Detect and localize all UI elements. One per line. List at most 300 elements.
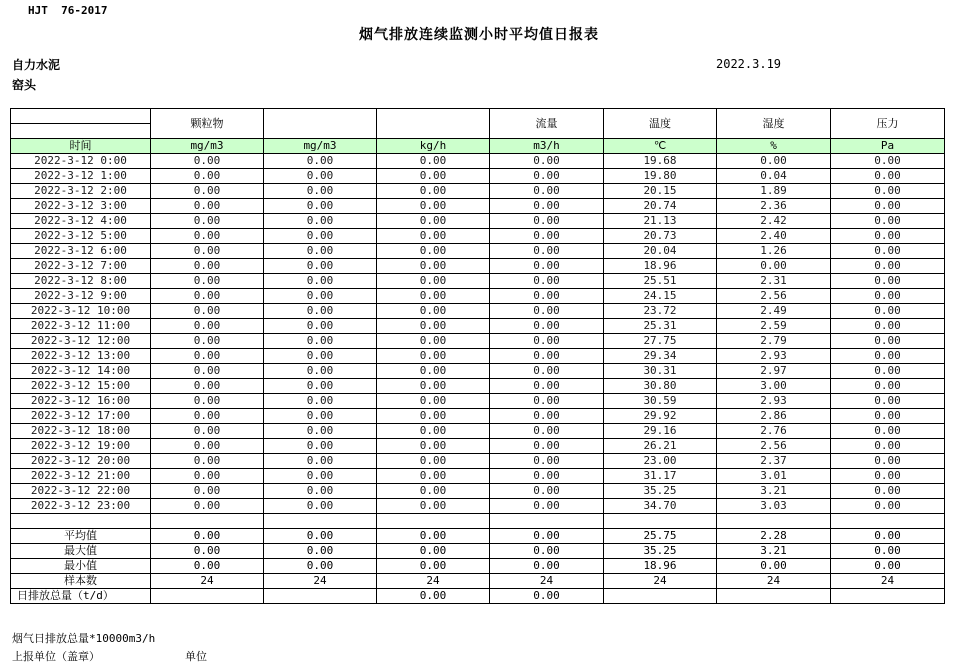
value-cell: 0.00 [151,349,264,364]
value-cell: 20.73 [604,229,717,244]
value-cell: 0.00 [490,199,604,214]
value-cell: 0.00 [151,199,264,214]
time-cell: 2022-3-12 2:00 [11,184,151,199]
value-cell: 2.36 [717,199,831,214]
value-cell: 0.00 [490,484,604,499]
table-row [11,469,945,484]
value-cell: 0.00 [151,379,264,394]
table-row [11,229,945,244]
value-cell: 0.00 [264,349,377,364]
table-row [11,379,945,394]
summary-label: 日排放总量（t/d） [11,589,151,604]
value-cell: 0.00 [831,289,945,304]
summary-value-cell: 0.00 [717,559,831,574]
value-cell: 30.80 [604,379,717,394]
summary-value-cell: 0.00 [377,559,490,574]
value-cell: 0.00 [377,274,490,289]
value-cell: 0.00 [377,289,490,304]
group-header-cell: 压力 [831,109,945,139]
value-cell: 0.00 [264,274,377,289]
value-cell: 2.76 [717,424,831,439]
value-cell: 0.00 [264,304,377,319]
value-cell: 0.00 [151,154,264,169]
summary-value-cell: 18.96 [604,559,717,574]
summary-value-cell [831,589,945,604]
value-cell: 0.00 [151,304,264,319]
value-cell: 0.00 [264,289,377,304]
value-cell: 0.00 [377,484,490,499]
value-cell: 31.17 [604,469,717,484]
value-cell: 0.00 [831,454,945,469]
value-cell: 0.00 [264,409,377,424]
value-cell: 0.00 [151,229,264,244]
table-body [11,154,945,604]
value-cell: 0.00 [831,439,945,454]
value-cell: 0.00 [151,439,264,454]
summary-value-cell: 0.00 [264,559,377,574]
value-cell: 20.74 [604,199,717,214]
summary-value-cell: 0.00 [831,544,945,559]
summary-value-cell: 0.00 [377,544,490,559]
group-header-row [11,109,945,139]
summary-value-cell: 24 [490,574,604,589]
group-header-cell: 湿度 [717,109,831,139]
unit-header-cell: m3/h [490,139,604,154]
summary-value-cell: 0.00 [831,559,945,574]
page-title: 烟气排放连续监测小时平均值日报表 [359,27,599,43]
value-cell: 0.00 [264,394,377,409]
table-row [11,364,945,379]
time-cell: 2022-3-12 8:00 [11,274,151,289]
value-cell: 0.00 [831,499,945,514]
value-cell: 0.00 [831,409,945,424]
value-cell: 0.00 [831,214,945,229]
value-cell: 0.00 [377,364,490,379]
value-cell: 0.00 [831,349,945,364]
summary-value-cell: 0.00 [264,544,377,559]
time-cell: 2022-3-12 21:00 [11,469,151,484]
value-cell: 19.80 [604,169,717,184]
summary-row [11,529,945,544]
value-cell: 3.01 [717,469,831,484]
table-row [11,484,945,499]
group-header-cell: 颗粒物 [151,109,264,139]
value-cell: 0.00 [377,469,490,484]
value-cell: 0.00 [490,259,604,274]
value-cell: 0.00 [377,319,490,334]
value-cell: 0.00 [490,439,604,454]
value-cell: 2.49 [717,304,831,319]
summary-label: 最大值 [11,544,151,559]
value-cell: 0.00 [264,214,377,229]
value-cell: 0.00 [151,289,264,304]
value-cell: 0.00 [264,424,377,439]
value-cell: 0.00 [831,259,945,274]
value-cell: 0.00 [151,184,264,199]
value-cell: 3.21 [717,484,831,499]
unit-header-cell: mg/m3 [264,139,377,154]
value-cell: 24.15 [604,289,717,304]
value-cell: 0.00 [264,439,377,454]
value-cell: 0.00 [490,214,604,229]
blank-cell [151,514,264,529]
blank-row [11,514,945,529]
value-cell: 2.97 [717,364,831,379]
summary-value-cell [604,589,717,604]
value-cell: 0.00 [490,364,604,379]
report-unit-label: 上报单位（盖章） [12,650,100,663]
group-header-cell: 流量 [490,109,604,139]
time-cell: 2022-3-12 1:00 [11,169,151,184]
unit-label: 单位 [185,650,207,663]
value-cell: 0.00 [264,259,377,274]
value-cell: 20.04 [604,244,717,259]
split-bottom-subcell [11,124,150,138]
value-cell: 0.00 [831,274,945,289]
summary-value-cell: 0.00 [377,529,490,544]
value-cell: 0.00 [151,214,264,229]
value-cell: 0.00 [490,274,604,289]
summary-value-cell: 24 [831,574,945,589]
value-cell: 0.00 [377,379,490,394]
group-header-cell: 温度 [604,109,717,139]
value-cell: 0.00 [490,394,604,409]
value-cell: 3.00 [717,379,831,394]
value-cell: 0.00 [831,484,945,499]
value-cell: 0.00 [490,334,604,349]
value-cell: 26.21 [604,439,717,454]
value-cell: 1.26 [717,244,831,259]
value-cell: 30.59 [604,394,717,409]
table-row [11,409,945,424]
monitoring-data-table [10,108,945,604]
value-cell: 0.00 [377,244,490,259]
value-cell: 0.00 [490,379,604,394]
value-cell: 29.92 [604,409,717,424]
table-row [11,334,945,349]
value-cell: 0.00 [490,349,604,364]
value-cell: 30.31 [604,364,717,379]
value-cell: 0.00 [490,289,604,304]
value-cell: 0.00 [717,154,831,169]
value-cell: 0.00 [490,229,604,244]
time-cell: 2022-3-12 7:00 [11,259,151,274]
unit-header-cell: Pa [831,139,945,154]
summary-value-cell: 0.00 [151,544,264,559]
summary-value-cell: 0.00 [490,544,604,559]
value-cell: 0.00 [264,244,377,259]
time-cell: 2022-3-12 9:00 [11,289,151,304]
table-row [11,454,945,469]
value-cell: 35.25 [604,484,717,499]
time-cell: 2022-3-12 10:00 [11,304,151,319]
value-cell: 0.00 [377,229,490,244]
value-cell: 0.00 [831,184,945,199]
blank-cell [604,514,717,529]
time-cell: 2022-3-12 18:00 [11,424,151,439]
summary-value-cell: 0.00 [490,559,604,574]
value-cell: 0.00 [264,229,377,244]
time-cell: 2022-3-12 22:00 [11,484,151,499]
value-cell: 0.00 [831,469,945,484]
value-cell: 0.00 [490,184,604,199]
value-cell: 27.75 [604,334,717,349]
value-cell: 0.00 [831,199,945,214]
value-cell: 0.00 [377,499,490,514]
summary-value-cell: 24 [377,574,490,589]
table-row [11,154,945,169]
table-row [11,274,945,289]
table-row [11,289,945,304]
value-cell: 0.00 [151,424,264,439]
time-cell: 2022-3-12 23:00 [11,499,151,514]
monitor-point-name: 窑头 [12,78,37,92]
total-emission-note: 烟气日排放总量*10000m3/h [12,632,156,645]
value-cell: 0.00 [377,334,490,349]
report-date: 2022.3.19 [716,57,782,71]
value-cell: 0.00 [264,364,377,379]
value-cell: 0.00 [490,304,604,319]
value-cell: 29.16 [604,424,717,439]
value-cell: 25.51 [604,274,717,289]
time-cell: 2022-3-12 20:00 [11,454,151,469]
value-cell: 0.00 [264,199,377,214]
table-row [11,394,945,409]
value-cell: 2.37 [717,454,831,469]
time-column-split-cell [11,109,151,139]
value-cell: 2.93 [717,394,831,409]
blank-cell [11,514,151,529]
table-row [11,349,945,364]
table-row [11,424,945,439]
blank-cell [717,514,831,529]
table-row [11,304,945,319]
value-cell: 0.00 [831,169,945,184]
value-cell: 0.00 [377,409,490,424]
summary-value-cell: 25.75 [604,529,717,544]
time-cell: 2022-3-12 5:00 [11,229,151,244]
time-cell: 2022-3-12 12:00 [11,334,151,349]
value-cell: 0.00 [377,454,490,469]
value-cell: 0.00 [377,439,490,454]
value-cell: 18.96 [604,259,717,274]
time-cell: 2022-3-12 6:00 [11,244,151,259]
summary-value-cell: 24 [717,574,831,589]
value-cell: 0.00 [151,454,264,469]
value-cell: 0.00 [377,184,490,199]
value-cell: 0.00 [264,319,377,334]
value-cell: 0.00 [490,409,604,424]
value-cell: 0.00 [490,154,604,169]
blank-cell [264,514,377,529]
group-header-cell [377,109,490,139]
unit-header-cell: kg/h [377,139,490,154]
value-cell: 0.00 [151,469,264,484]
time-cell: 2022-3-12 14:00 [11,364,151,379]
value-cell: 0.00 [264,184,377,199]
table-row [11,259,945,274]
unit-header-cell: ℃ [604,139,717,154]
value-cell: 0.00 [151,319,264,334]
summary-row [11,589,945,604]
table-row [11,199,945,214]
split-top-subcell [11,109,150,124]
value-cell: 0.00 [377,154,490,169]
summary-value-cell [151,589,264,604]
value-cell: 0.00 [490,244,604,259]
value-cell: 2.40 [717,229,831,244]
value-cell: 19.68 [604,154,717,169]
summary-value-cell: 35.25 [604,544,717,559]
value-cell: 0.00 [151,274,264,289]
group-header-cell [264,109,377,139]
value-cell: 0.00 [377,394,490,409]
unit-header-cell: % [717,139,831,154]
value-cell: 2.59 [717,319,831,334]
value-cell: 0.00 [264,334,377,349]
company-name: 自力水泥 [12,58,61,72]
value-cell: 0.00 [831,229,945,244]
summary-value-cell: 0.00 [151,559,264,574]
value-cell: 34.70 [604,499,717,514]
value-cell: 0.00 [377,214,490,229]
summary-row [11,559,945,574]
value-cell: 0.00 [377,424,490,439]
value-cell: 0.00 [831,379,945,394]
summary-value-cell: 24 [264,574,377,589]
summary-value-cell: 24 [604,574,717,589]
table-row [11,499,945,514]
table-header [11,109,945,154]
value-cell: 0.04 [717,169,831,184]
table-row [11,169,945,184]
value-cell: 0.00 [264,469,377,484]
standard-code: HJT 76-2017 [28,4,108,17]
time-cell: 2022-3-12 11:00 [11,319,151,334]
summary-value-cell: 0.00 [151,529,264,544]
value-cell: 0.00 [831,424,945,439]
summary-value-cell: 0.00 [490,529,604,544]
unit-header-cell: mg/m3 [151,139,264,154]
blank-cell [831,514,945,529]
value-cell: 0.00 [264,154,377,169]
value-cell: 0.00 [490,499,604,514]
value-cell: 0.00 [831,154,945,169]
time-cell: 2022-3-12 15:00 [11,379,151,394]
value-cell: 0.00 [151,259,264,274]
value-cell: 0.00 [264,169,377,184]
value-cell: 0.00 [490,454,604,469]
value-cell: 0.00 [377,304,490,319]
value-cell: 0.00 [264,379,377,394]
value-cell: 0.00 [264,484,377,499]
value-cell: 0.00 [264,454,377,469]
value-cell: 0.00 [490,319,604,334]
value-cell: 2.31 [717,274,831,289]
value-cell: 0.00 [831,244,945,259]
summary-value-cell: 0.00 [831,529,945,544]
value-cell: 0.00 [831,304,945,319]
table-row [11,244,945,259]
value-cell: 0.00 [151,499,264,514]
units-header-row [11,139,945,154]
value-cell: 23.72 [604,304,717,319]
table-row [11,184,945,199]
value-cell: 25.31 [604,319,717,334]
value-cell: 0.00 [831,319,945,334]
summary-label: 平均值 [11,529,151,544]
value-cell: 0.00 [490,169,604,184]
summary-value-cell: 24 [151,574,264,589]
value-cell: 2.93 [717,349,831,364]
time-cell: 2022-3-12 17:00 [11,409,151,424]
value-cell: 0.00 [377,199,490,214]
table-row [11,439,945,454]
summary-value-cell [264,589,377,604]
value-cell: 2.86 [717,409,831,424]
blank-cell [490,514,604,529]
value-cell: 0.00 [151,409,264,424]
value-cell: 23.00 [604,454,717,469]
value-cell: 0.00 [151,169,264,184]
summary-row [11,574,945,589]
table-row [11,214,945,229]
value-cell: 0.00 [151,244,264,259]
value-cell: 0.00 [151,334,264,349]
time-cell: 2022-3-12 19:00 [11,439,151,454]
value-cell: 0.00 [490,424,604,439]
value-cell: 0.00 [151,484,264,499]
value-cell: 29.34 [604,349,717,364]
time-cell: 2022-3-12 13:00 [11,349,151,364]
summary-label: 最小值 [11,559,151,574]
value-cell: 0.00 [377,349,490,364]
value-cell: 20.15 [604,184,717,199]
value-cell: 0.00 [377,169,490,184]
value-cell: 0.00 [717,259,831,274]
value-cell: 0.00 [151,364,264,379]
value-cell: 0.00 [831,364,945,379]
summary-value-cell: 0.00 [264,529,377,544]
value-cell: 2.56 [717,289,831,304]
time-header-cell: 时间 [11,139,151,154]
time-cell: 2022-3-12 4:00 [11,214,151,229]
value-cell: 0.00 [490,469,604,484]
summary-value-cell [717,589,831,604]
value-cell: 0.00 [831,394,945,409]
summary-value-cell: 3.21 [717,544,831,559]
value-cell: 3.03 [717,499,831,514]
value-cell: 0.00 [831,334,945,349]
time-cell: 2022-3-12 0:00 [11,154,151,169]
table-row [11,319,945,334]
summary-value-cell: 2.28 [717,529,831,544]
value-cell: 0.00 [264,499,377,514]
summary-value-cell: 0.00 [490,589,604,604]
value-cell: 1.89 [717,184,831,199]
summary-value-cell: 0.00 [377,589,490,604]
value-cell: 0.00 [151,394,264,409]
value-cell: 2.56 [717,439,831,454]
value-cell: 21.13 [604,214,717,229]
value-cell: 0.00 [377,259,490,274]
time-cell: 2022-3-12 16:00 [11,394,151,409]
summary-label: 样本数 [11,574,151,589]
value-cell: 2.42 [717,214,831,229]
value-cell: 2.79 [717,334,831,349]
time-cell: 2022-3-12 3:00 [11,199,151,214]
summary-row [11,544,945,559]
